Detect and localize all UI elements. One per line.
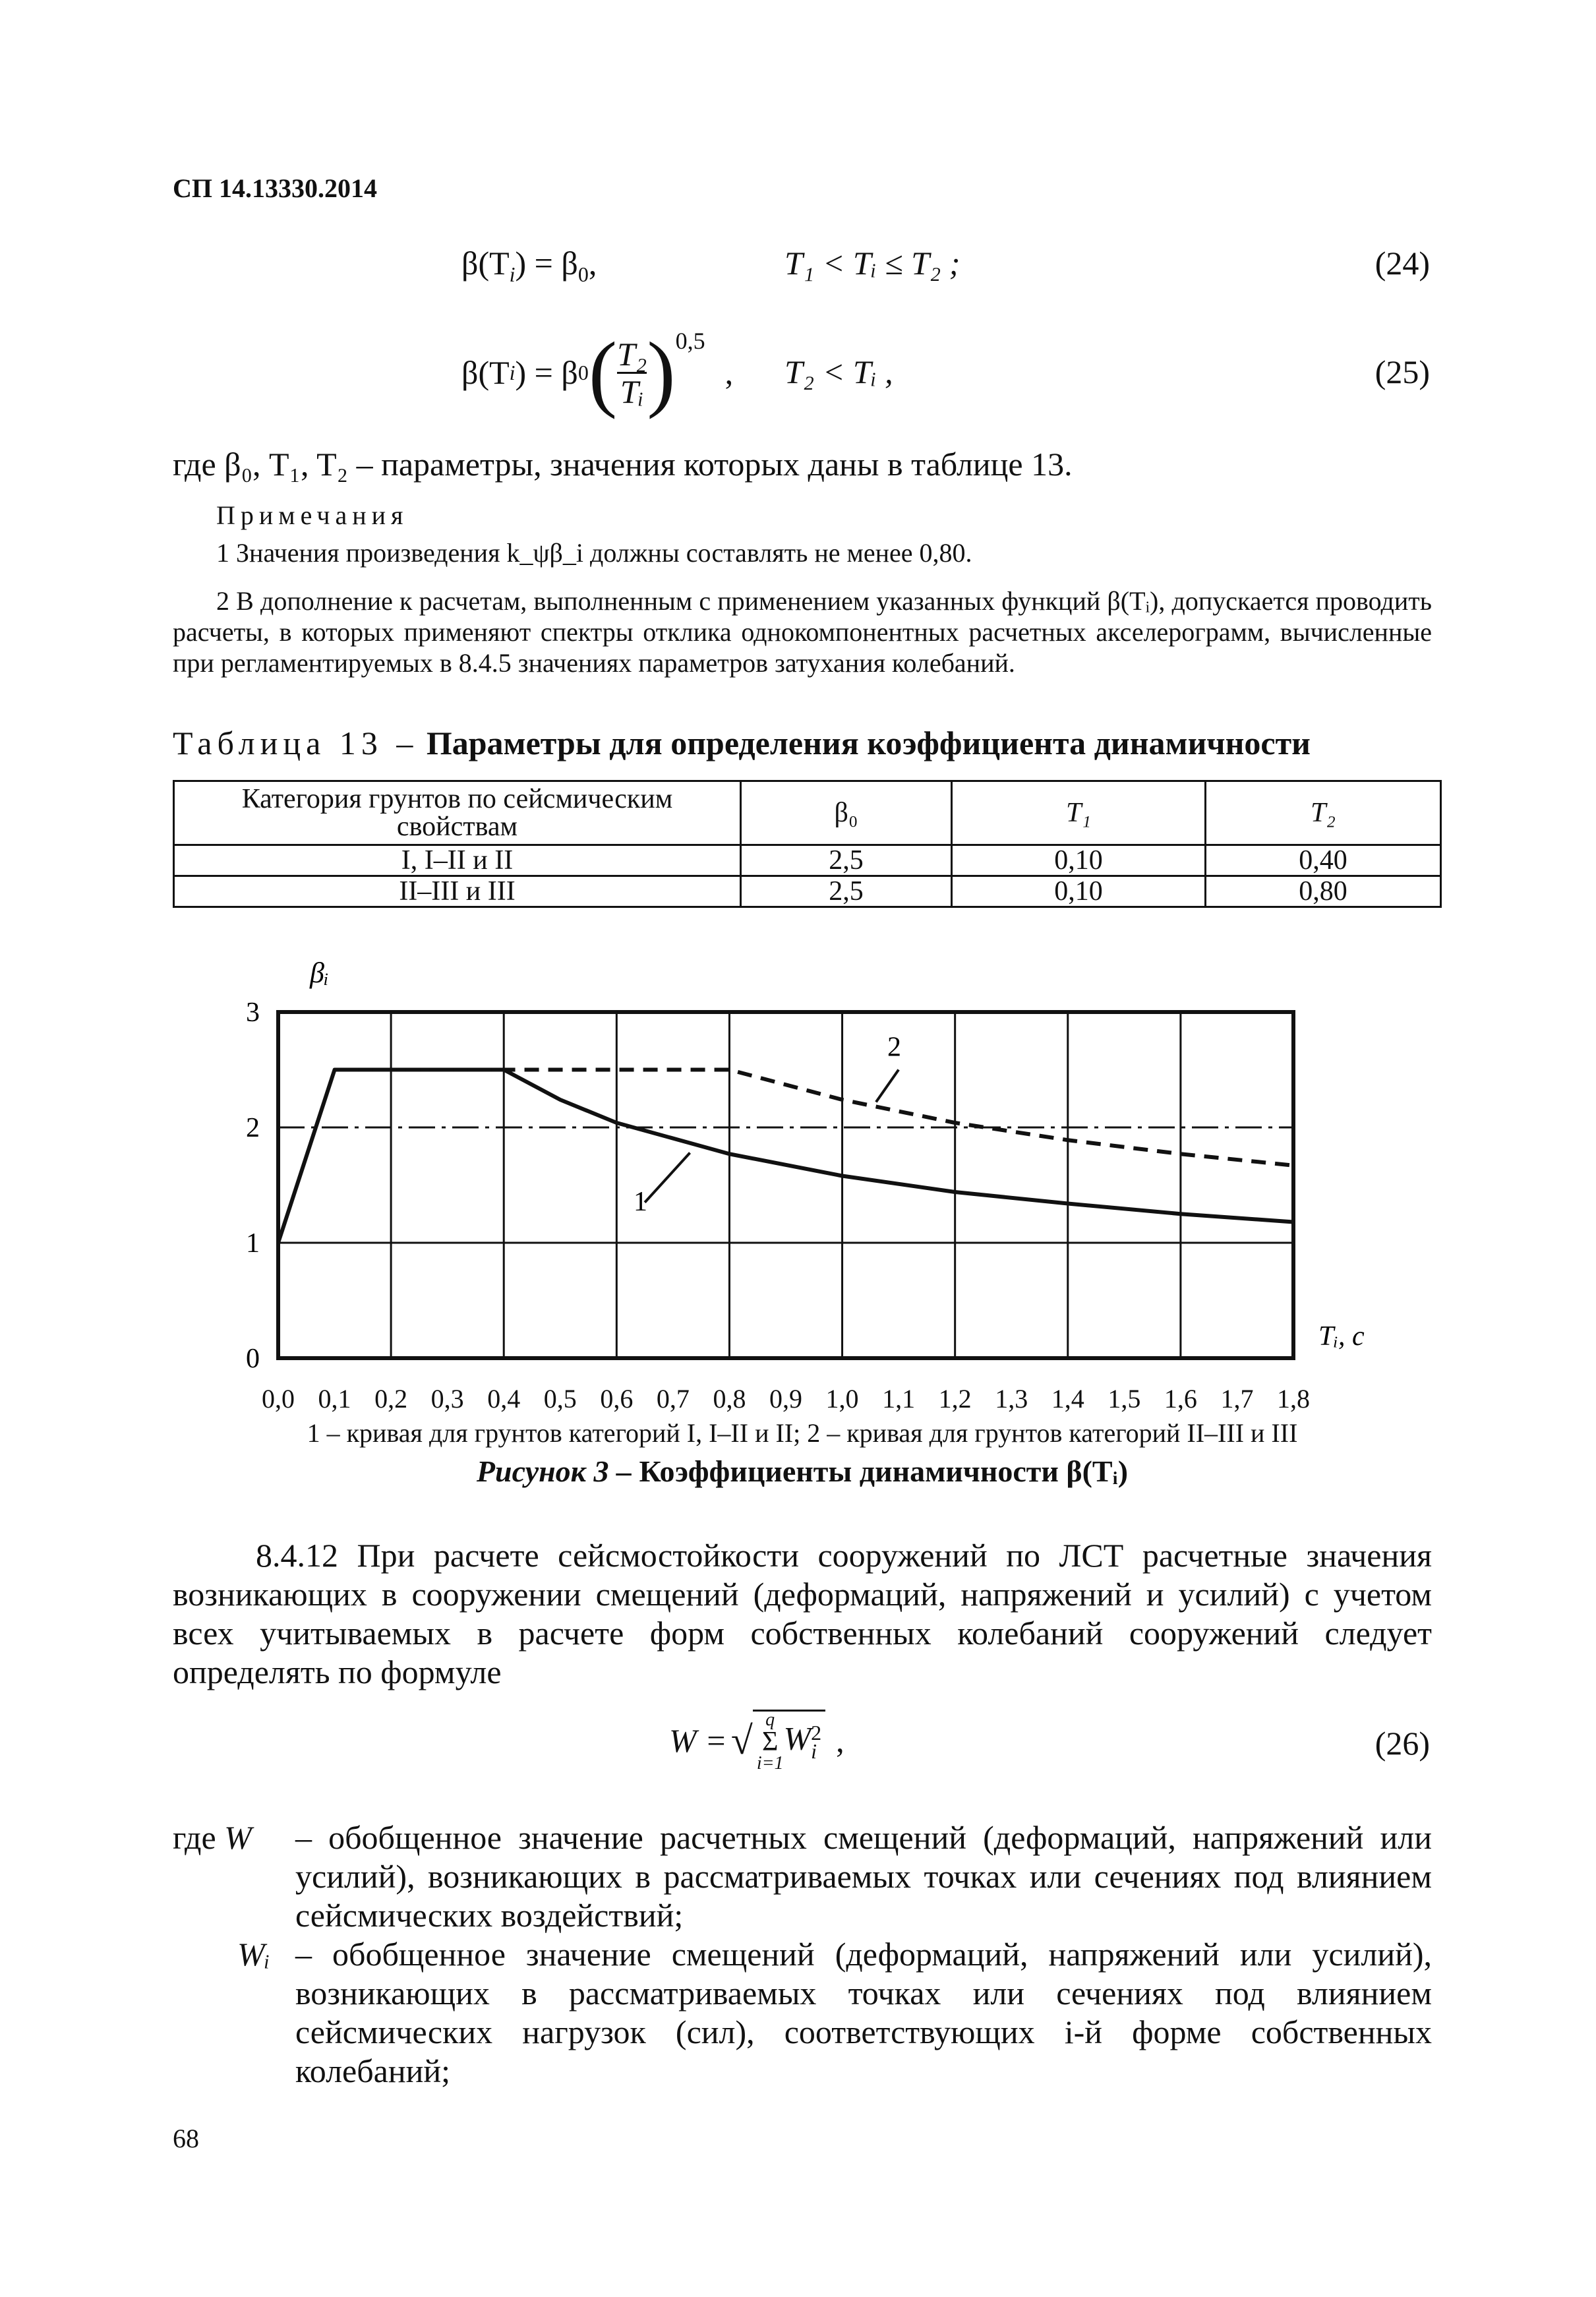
x-tick-label: 1,3: [995, 1384, 1028, 1414]
parameters-definition: где β₀, T₁, T₂ – параметры, значения которых даны в таблице 13.: [173, 446, 1073, 483]
note-1: 1 Значения произведения k_ψβ_i должны составлять не менее 0,80.: [216, 538, 972, 568]
table-cell: 0,10: [952, 845, 1206, 876]
chart-annotations: [634, 1032, 901, 1218]
table-cell: 2,5: [741, 876, 952, 907]
eq25-sub-i: i: [509, 360, 516, 384]
table-header-cell: β₀: [741, 781, 952, 845]
annotation-label-2: 2: [887, 1032, 901, 1063]
figure-legend: 1 – кривая для грунтов категорий I, I–II и II; 2 – кривая для грунтов категорий II–III и III: [307, 1418, 1298, 1448]
chart-x-label: Tᵢ, с: [1318, 1321, 1365, 1352]
table-row: [174, 876, 1441, 907]
def-w-symbol: W: [224, 1819, 252, 1856]
annotation-label-1: 1: [634, 1187, 647, 1217]
x-tick-label: 1,1: [882, 1384, 916, 1414]
x-tick-label: 0,9: [769, 1384, 802, 1414]
eq25-denominator: Tᵢ: [620, 373, 644, 410]
document-code: СП 14.13330.2014: [173, 173, 377, 203]
table-header-row: [174, 781, 1441, 845]
notes-title: Примечания: [216, 500, 409, 530]
x-tick-label: 0,2: [374, 1384, 408, 1414]
chart-y-ticks: [246, 998, 260, 1374]
x-tick-label: 0,3: [430, 1384, 464, 1414]
eq26-sup: 2: [811, 1720, 822, 1745]
x-tick-label: 0,0: [262, 1384, 295, 1414]
eq24-comma: ,: [588, 245, 597, 282]
eq25-paren-left: (: [588, 325, 618, 420]
x-tick-label: 1,8: [1277, 1384, 1310, 1414]
x-tick-label: 0,5: [543, 1384, 577, 1414]
x-tick-label: 0,1: [318, 1384, 351, 1414]
eq25-sub-0: 0: [577, 360, 589, 384]
equation-24: [461, 244, 597, 287]
eq26-radicand: [753, 1710, 825, 1772]
chart-y-label: βᵢ: [310, 957, 329, 989]
y-tick-label: 0: [246, 1344, 260, 1374]
annotation-leader-1: [645, 1153, 690, 1203]
eq26-scripts: [811, 1720, 822, 1763]
x-tick-label: 1,4: [1051, 1384, 1084, 1414]
table-header-cell: T₂: [1206, 781, 1441, 845]
series-line-1: [278, 1070, 1293, 1243]
sum-icon: Σ: [761, 1726, 779, 1757]
table-caption-title: Параметры для определения коэффициента динамичности: [426, 725, 1311, 761]
eq26-term: W: [783, 1719, 812, 1756]
table-header-cell: Категория грунтов по сейсмическим свойствам: [174, 781, 741, 845]
eq26-sub: i: [811, 1739, 817, 1763]
eq25-rhs: ) = β: [515, 354, 578, 391]
table-row: [174, 845, 1441, 876]
x-tick-label: 0,7: [656, 1384, 690, 1414]
table-cell: II–III и III: [174, 876, 741, 907]
eq24-lhs: β(T: [461, 245, 510, 282]
figure-caption-prefix: Рисунок 3 –: [476, 1454, 632, 1488]
eq26-comma: ,: [836, 1722, 844, 1759]
table-cell: 0,40: [1206, 845, 1441, 876]
table-caption-prefix: Таблица 13 –: [173, 725, 419, 761]
y-tick-label: 1: [246, 1228, 260, 1259]
eq25-fraction: [617, 336, 647, 409]
x-tick-label: 1,0: [825, 1384, 859, 1414]
chart-border: [278, 1012, 1293, 1358]
x-tick-label: 1,2: [938, 1384, 972, 1414]
eq26-sum: [756, 1709, 784, 1774]
table-cell: 0,10: [952, 876, 1206, 907]
def-wi-symbol: Wᵢ: [237, 1936, 270, 1973]
eq24-rhs: ) = β: [515, 245, 578, 282]
table-caption: [173, 724, 1311, 762]
sqrt-icon: √: [730, 1718, 753, 1762]
eq24-number: (24): [1374, 245, 1430, 282]
figure-caption: [173, 1454, 1432, 1489]
note-2: 2 В дополнение к расчетам, выполненным с применением указанных функций β(Tᵢ), допускается проводить расчеты, в которых применяют спектры отклика однокомпонентных расчетных акселерограмм, вычисленные при регламентируемых в 8.4.5 значениях параметров затухания колебаний.: [173, 586, 1432, 678]
eq25-lhs: β(T: [461, 354, 510, 391]
table-13: [173, 780, 1442, 908]
eq26-number: (26): [1374, 1725, 1430, 1762]
eq25-comma: ,: [724, 354, 734, 391]
annotation-leader-2: [876, 1070, 899, 1102]
eq24-condition: T₁ < Tᵢ ≤ T₂ ;: [784, 245, 961, 282]
x-tick-label: 1,5: [1108, 1384, 1141, 1414]
eq25-number: (25): [1374, 353, 1430, 390]
page-number: 68: [173, 2124, 199, 2153]
y-tick-label: 3: [246, 998, 260, 1028]
chart-series: [278, 1070, 1293, 1243]
eq25-paren-right: ): [647, 325, 676, 420]
def-w-text: – обобщенное значение расчетных смещений (деформаций, напряжений или усилий), возникающих в рассматриваемых точках или сечениях под влиянием сейсмических воздействий;: [295, 1819, 1432, 1934]
table-cell: 2,5: [741, 845, 952, 876]
defs-where: [173, 1818, 252, 1857]
chart-grid: [278, 1012, 1293, 1358]
section-8-4-12: 8.4.12 При расчете сейсмостойкости сооружений по ЛСТ расчетные значения возникающих в сооружении смещений (деформаций, напряжений и усилий) с учетом всех учитываемых в расчете форм собственных колебаний сооружений следует определять по формуле: [173, 1537, 1432, 1690]
series-line-2: [335, 1070, 1293, 1166]
eq25-numerator: T₂: [617, 335, 647, 373]
table-cell: 0,80: [1206, 876, 1441, 907]
y-tick-label: 2: [246, 1113, 260, 1143]
x-tick-label: 0,6: [600, 1384, 634, 1414]
chart-frame: [278, 1012, 1293, 1358]
eq26-sum-bottom: i=1: [756, 1752, 784, 1774]
figure-caption-title: Коэффициенты динамичности β(Tᵢ): [639, 1454, 1129, 1488]
x-tick-label: 1,6: [1164, 1384, 1197, 1414]
eq26-sum-top: q: [765, 1709, 775, 1730]
equation-25: [461, 323, 733, 422]
def-wi-text: – обобщенное значение смещений (деформаций, напряжений или усилий), возникающих в рассматриваемых точках или сечениях под влиянием сейсмических нагрузок (сил), соответствующих i-й форме собственных колебаний;: [295, 1936, 1432, 2089]
x-tick-label: 0,4: [487, 1384, 521, 1414]
eq24-sub-0: 0: [577, 262, 589, 286]
table-cell: I, I–II и II: [174, 845, 741, 876]
x-tick-label: 1,7: [1220, 1384, 1254, 1414]
equation-26: [669, 1704, 844, 1777]
defs-where-word: где: [173, 1819, 216, 1856]
table-header-cell: T₁: [952, 781, 1206, 845]
eq24-sub-i: i: [509, 262, 516, 286]
x-tick-label: 0,8: [713, 1384, 746, 1414]
dynamic-coefficient-chart: [237, 949, 1365, 1411]
eq25-condition: T₂ < Tᵢ ,: [784, 353, 893, 390]
eq26-lhs: W =: [669, 1722, 727, 1759]
eq25-exponent: 0,5: [675, 328, 705, 354]
chart-x-ticks: [0, 1383, 1596, 1416]
